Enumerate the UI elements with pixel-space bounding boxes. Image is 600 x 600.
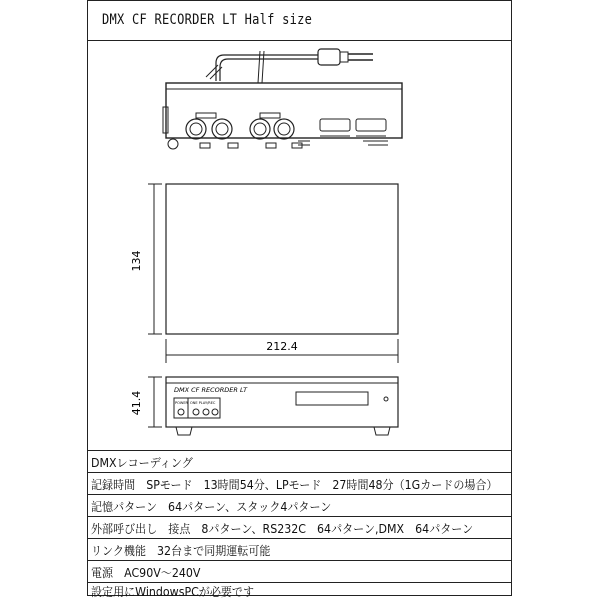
device-drawing-svg [88,41,513,451]
technical-drawing [88,41,511,451]
spec-row [88,539,511,561]
play-rec-label: ONE PLAY/REC [190,401,216,405]
power-label: POWER [175,401,188,405]
spec-row [88,517,511,539]
spec-text: 記録時間 SPモード 13時間54分、LPモード 27時間48分（1Gカードの場合） [91,478,498,492]
spec-sheet [87,0,512,599]
spec-row [88,495,511,517]
spec-text: 記憶パターン 64パターン、スタック4パターン [91,500,332,514]
spec-row [88,451,511,473]
front-panel-label: DMX CF RECORDER LT [174,386,248,394]
spec-text: 電源 AC90V～240V [91,566,201,580]
title-row [88,1,511,41]
rear-view [163,49,402,149]
spec-row [88,561,511,583]
dimension-width-label: 212.4 [266,340,298,353]
spec-text: 設定用にWindowsPCが必要です [91,585,255,599]
spec-row [88,583,511,597]
dimension-depth-label: 41.4 [130,390,143,416]
spec-text: 外部呼び出し 接点 8パターン、RS232C 64パターン,DMX 64パターン [91,522,474,536]
spec-text: リンク機能 32台まで同期運転可能 [91,544,271,558]
spec-row [88,473,511,495]
dimension-height-label: 134 [130,250,143,272]
top-view [148,184,398,363]
page-title: DMX CF RECORDER LT Half size [102,12,313,28]
spec-text: DMXレコーディング [91,456,193,470]
